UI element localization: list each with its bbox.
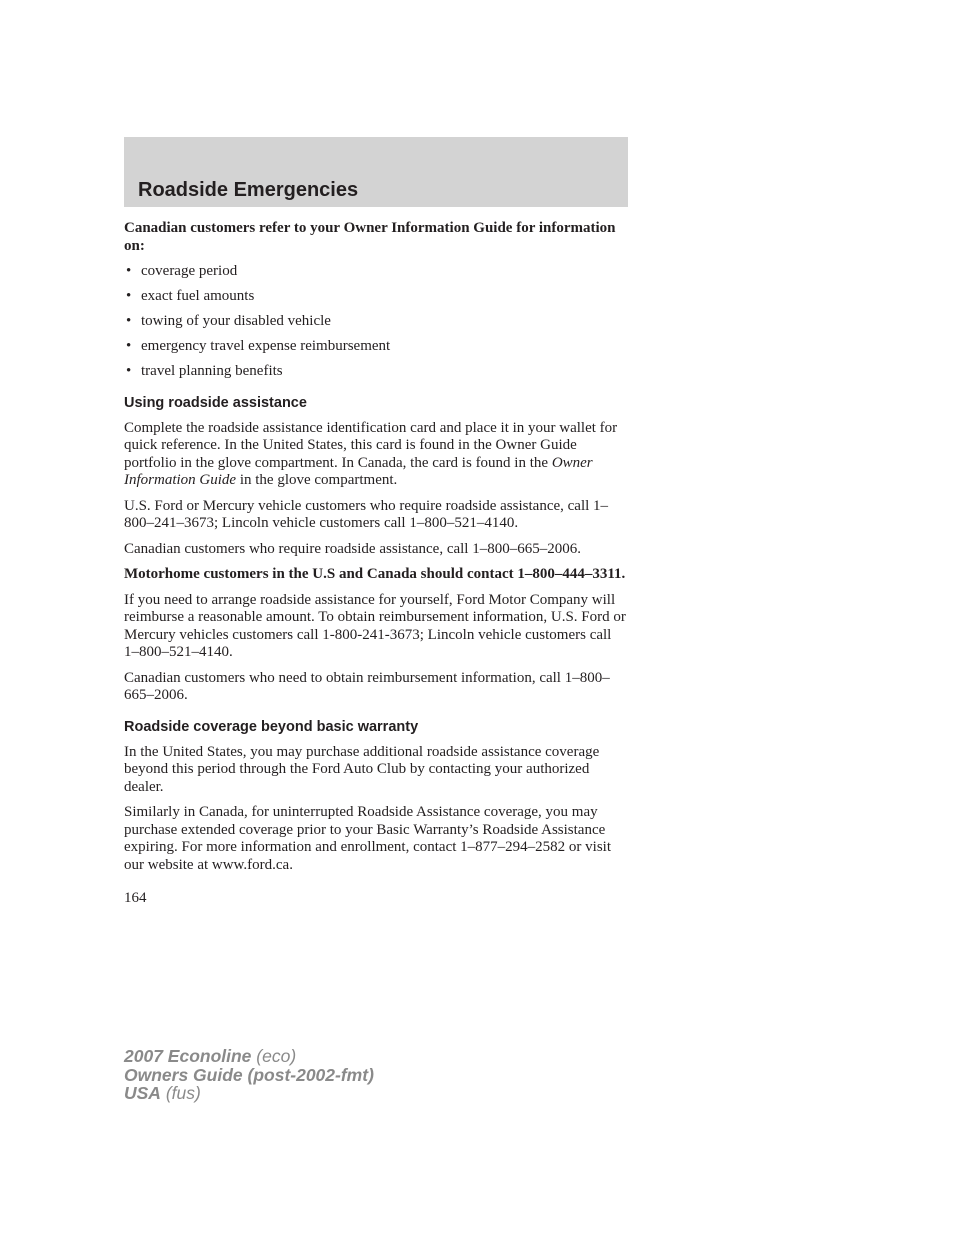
footer-line-region: USA (fus): [124, 1083, 201, 1103]
intro-paragraph: Canadian customers refer to your Owner Information Guide for information on:: [124, 220, 616, 254]
footer-line-model: 2007 Econoline (eco): [124, 1046, 297, 1066]
paragraph-us-phone: U.S. Ford or Mercury vehicle customers who require roadside assistance, call 1–800–241–3673; Lincoln vehicle customers call 1–800–521–4140.: [124, 497, 609, 532]
list-item: • emergency travel expense reimbursement: [124, 338, 630, 356]
paragraph-canada-coverage: Similarly in Canada, for uninterrupted Roadside Assistance coverage, you may purchase extended coverage prior to your Basic Warranty’s Roadside Assistance expiring. For more information and enrollment, contact 1–877–294–2582 or visit our website at www.ford.ca.: [124, 804, 611, 873]
list-item: • travel planning benefits: [124, 363, 630, 381]
info-bullet-list: [124, 263, 630, 381]
paragraph-us-coverage: In the United States, you may purchase additional roadside assistance coverage beyond this period through the Ford Auto Club by contacting your authorized dealer.: [124, 743, 600, 795]
subheading-coverage-beyond-warranty: Roadside coverage beyond basic warranty: [124, 718, 419, 735]
list-item: • exact fuel amounts: [124, 288, 630, 306]
paragraph-canada-reimbursement: Canadian customers who need to obtain reimbursement information, call 1–800–665–2006.: [124, 669, 610, 704]
page-content: [124, 220, 630, 908]
paragraph-motorhome: Motorhome customers in the U.S and Canada should contact 1–800–444–3311.: [124, 566, 626, 583]
page-number: 164: [124, 890, 147, 907]
list-item: • towing of your disabled vehicle: [124, 313, 630, 331]
paragraph-canada-phone: Canadian customers who require roadside assistance, call 1–800–665–2006.: [124, 540, 581, 557]
paragraph-reimbursement: If you need to arrange roadside assistance for yourself, Ford Motor Company will reimburse a reasonable amount. To obtain reimbursement information, U.S. Ford or Mercury vehicles customers call 1-800-241-3673; Lincoln vehicle customers call 1–800–521–4140.: [124, 591, 626, 661]
footer-line-guide: Owners Guide (post-2002-fmt): [124, 1064, 374, 1085]
owner-guide-title: Owner Information Guide: [124, 454, 593, 489]
subheading-using-roadside-assistance: Using roadside assistance: [124, 394, 307, 411]
section-header-band: [124, 137, 628, 207]
section-title: Roadside Emergencies: [138, 179, 359, 201]
list-item: • coverage period: [124, 263, 630, 281]
paragraph-id-card: Complete the roadside assistance identification card and place it in your wallet for quick reference. In the United States, this card is found in the Owner Guide portfolio in the glove compartment. In Canada, the card is found in the Owner Information Guide in the glove compartment.: [124, 419, 618, 489]
document-footer: [124, 1047, 374, 1103]
